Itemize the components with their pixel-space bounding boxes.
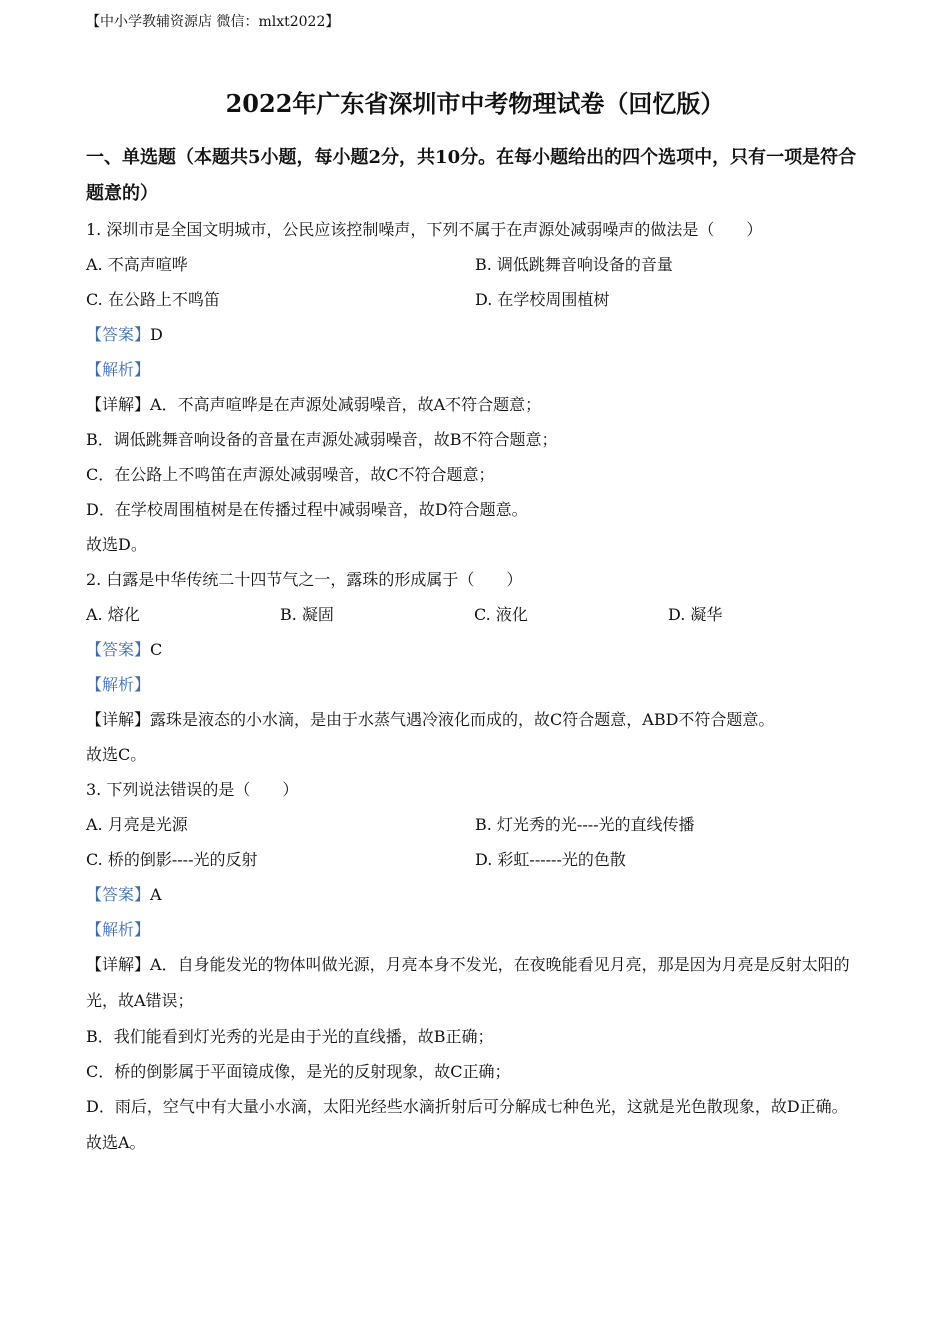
answer-value: A	[150, 885, 162, 904]
detail-tag: 【详解】	[86, 395, 151, 414]
option-c: C. 桥的倒影----光的反射	[86, 850, 258, 869]
question-2	[86, 562, 866, 772]
answer-value: D	[150, 325, 163, 344]
analysis-tag: 【解析】	[86, 675, 151, 694]
question-stem: 3. 下列说法错误的是（ ）	[86, 780, 299, 799]
document-content	[86, 140, 866, 1160]
detail-line: C．桥的倒影属于平面镜成像，是光的反射现象，故C正确；	[86, 1062, 511, 1081]
answer-tag: 【答案】	[86, 640, 151, 659]
answer-tag: 【答案】	[86, 885, 151, 904]
page-title: 2022年广东省深圳市中考物理试卷（回忆版）	[225, 89, 725, 118]
answer-line	[86, 317, 866, 352]
detail-text: A．不高声喧哗是在声源处减弱噪音，故A不符合题意；	[150, 395, 542, 414]
option-d: D. 彩虹------光的色散	[475, 850, 626, 869]
detail-line: C．在公路上不鸣笛在声源处减弱噪音，故C不符合题意；	[86, 465, 495, 484]
option-a: A. 月亮是光源	[86, 815, 188, 834]
option-b: B. 凝固	[280, 605, 334, 624]
answer-value: C	[150, 640, 163, 659]
detail-tag: 【详解】	[86, 710, 151, 729]
detail-line	[86, 702, 866, 737]
analysis-tag: 【解析】	[86, 920, 151, 939]
conclusion-line: 故选C。	[86, 745, 147, 764]
detail-line	[86, 387, 866, 422]
analysis-tag: 【解析】	[86, 360, 151, 379]
option-b: B. 调低跳舞音响设备的音量	[475, 255, 673, 274]
question-stem: 1. 深圳市是全国文明城市，公民应该控制噪声，下列不属于在声源处减弱噪声的做法是（ ）	[86, 220, 763, 239]
option-c: C. 液化	[474, 605, 528, 624]
option-d: D. 凝华	[668, 605, 723, 624]
detail-tag: 【详解】	[86, 955, 151, 974]
conclusion-line: 故选D。	[86, 535, 147, 554]
detail-line: D．在学校周围植树是在传播过程中减弱噪音，故D符合题意。	[86, 500, 528, 519]
conclusion-line: 故选A。	[86, 1133, 146, 1152]
question-3	[86, 772, 866, 1160]
options-row	[86, 597, 866, 632]
option-b: B. 灯光秀的光----光的直线传播	[475, 815, 695, 834]
option-c: C. 在公路上不鸣笛	[86, 290, 220, 309]
detail-paragraph	[86, 947, 866, 1019]
options-row	[86, 807, 866, 842]
detail-paragraph: D．雨后，空气中有大量小水滴，太阳光经些水滴折射后可分解成七种色光，这就是光色散现象，故D正确。	[86, 1097, 848, 1116]
answer-line	[86, 632, 866, 667]
options-row	[86, 842, 866, 877]
answer-tag: 【答案】	[86, 325, 151, 344]
header-note: 【中小学教辅资源店 微信：mlxt2022】	[86, 14, 340, 30]
detail-text: A．自身能发光的物体叫做光源，月亮本身不发光，在夜晚能看见月亮，那是因为月亮是反射太阳的光，故A错误；	[86, 955, 850, 1010]
answer-line	[86, 877, 866, 912]
question-stem: 2. 白露是中华传统二十四节气之一，露珠的形成属于（ ）	[86, 570, 523, 589]
detail-text: 露珠是液态的小水滴，是由于水蒸气遇冷液化而成的，故C符合题意，ABD不符合题意。	[150, 710, 775, 729]
analysis-line	[86, 667, 866, 702]
options-row	[86, 282, 866, 317]
section-heading: 一、单选题（本题共5小题，每小题2分，共10分。在每小题给出的四个选项中，只有一项是符合题意的）	[86, 147, 857, 204]
analysis-line	[86, 912, 866, 947]
analysis-line	[86, 352, 866, 387]
question-1	[86, 212, 866, 562]
options-row	[86, 247, 866, 282]
detail-line: B．我们能看到灯光秀的光是由于光的直线播，故B正确；	[86, 1027, 494, 1046]
option-a: A. 不高声喧哗	[86, 255, 188, 274]
detail-line: B．调低跳舞音响设备的音量在声源处减弱噪音，故B不符合题意；	[86, 430, 558, 449]
option-d: D. 在学校周围植树	[475, 290, 610, 309]
option-a: A. 熔化	[86, 605, 140, 624]
